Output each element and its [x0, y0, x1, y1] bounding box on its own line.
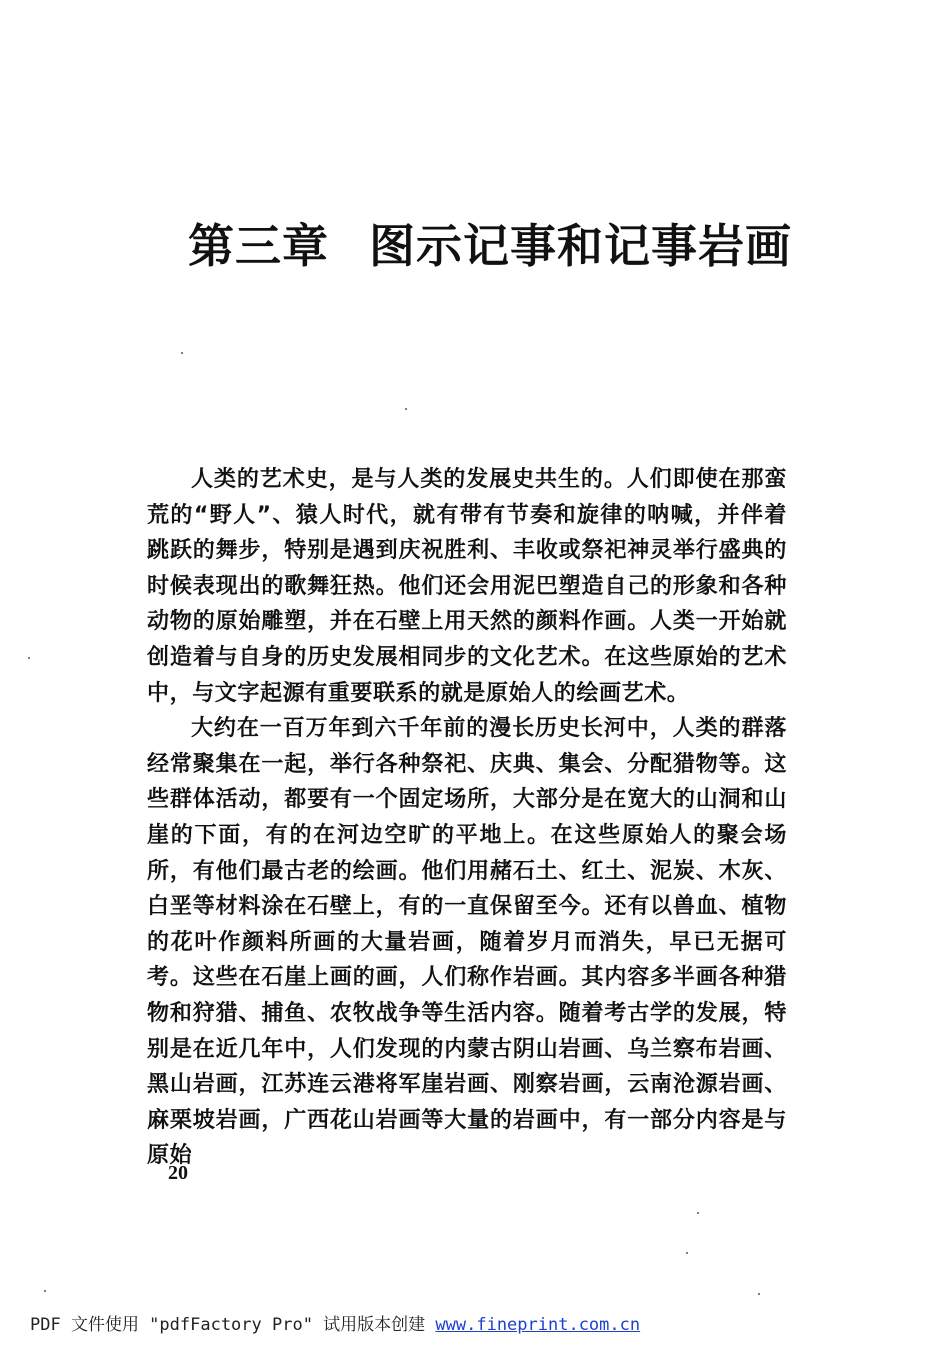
paragraph-1: 人类的艺术史，是与人类的发展史共生的。人们即使在那蛮荒的“野人”、猿人时代，就有带有节奏和旋律的呐喊，并伴着跳跃的舞步，特别是遇到庆祝胜利、丰收或祭祀神灵举行盛典的时候表现出的歌舞狂热。他们还会用泥巴塑造自己的形象和各种动物的原始雕塑，并在石壁上用天然的颜料作画。人类一开始就创造着与自身的历史发展相同步的文化艺术。在这些原始的艺术中，与文字起源有重要联系的就是原始人的绘画艺术。 — [147, 467, 787, 706]
scan-speck — [758, 1293, 760, 1295]
scan-speck — [181, 352, 183, 354]
scan-speck — [44, 1290, 46, 1292]
chapter-title — [188, 218, 792, 274]
chapter-number: 第三章 — [188, 219, 329, 273]
scan-speck — [28, 657, 30, 659]
scan-speck — [405, 408, 407, 410]
page-number: 20 — [168, 1162, 188, 1184]
chapter-name: 图示记事和记事岩画 — [369, 219, 792, 273]
body-text — [147, 462, 787, 1174]
scan-speck — [697, 1212, 699, 1214]
paragraph-2: 大约在一百万年到六千年前的漫长历史长河中，人类的群落经常聚集在一起，举行各种祭祀、庆典、集会、分配猎物等。这些群体活动，都要有一个固定场所，大部分是在宽大的山洞和山崖的下面，有的在河边空旷的平地上。在这些原始人的聚会场所，有他们最古老的绘画。他们用赭石土、红土、泥炭、木灰、白垩等材料涂在石壁上，有的一直保留至今。还有以兽血、植物的花叶作颜料所画的大量岩画，随着岁月而消失，早已无据可考。这些在石崖上画的画，人们称作岩画。其内容多半画各种猎物和狩猎、捕鱼、农牧战争等生活内容。随着考古学的发展，特别是在近几年中，人们发现的内蒙古阴山岩画、乌兰察布岩画、黑山岩画，江苏连云港将军崖岩画、刚察岩画，云南沧源岩画、麻栗坡岩画，广西花山岩画等大量的岩画中，有一部分内容是与原始 — [147, 716, 787, 1169]
footer-link[interactable]: www.fineprint.com.cn — [435, 1315, 641, 1335]
pdf-footer — [30, 1310, 640, 1335]
footer-text: PDF 文件使用 "pdfFactory Pro" 试用版本创建 — [30, 1315, 436, 1335]
scan-speck — [686, 1252, 688, 1254]
